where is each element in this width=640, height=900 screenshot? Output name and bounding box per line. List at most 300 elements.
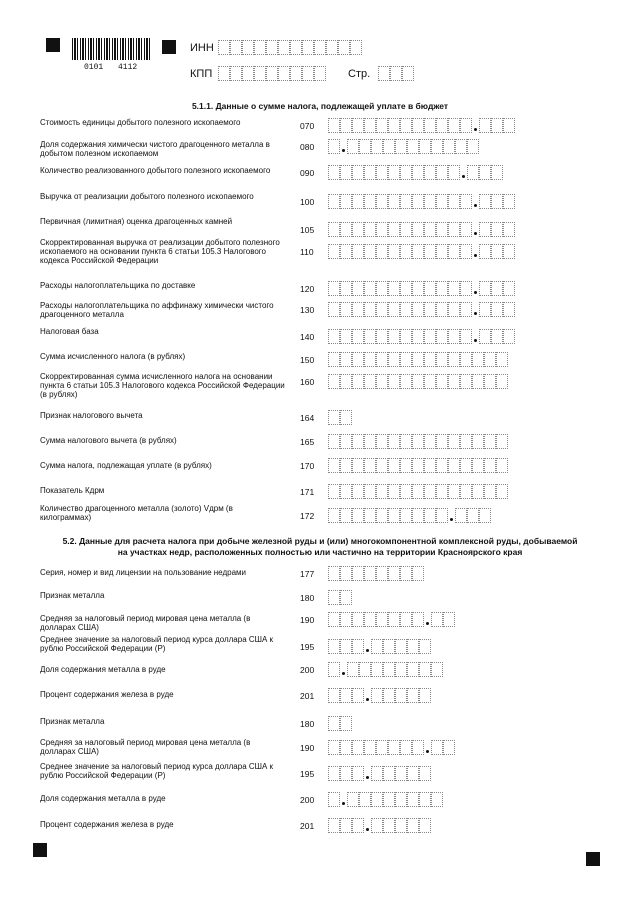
section-511-row-070-cell[interactable] (424, 118, 436, 133)
section-511-row-105-cell[interactable] (388, 222, 400, 237)
kpp-cell[interactable] (218, 66, 230, 81)
section-52-row-201-cell[interactable] (395, 688, 407, 703)
section-511-row-171-cell[interactable] (412, 484, 424, 499)
section-511-row-105-cell[interactable] (460, 222, 472, 237)
section-511-row-070-cell[interactable] (340, 118, 352, 133)
section-511-row-105-cell[interactable] (376, 222, 388, 237)
section-511-row-110-cell[interactable] (503, 244, 515, 259)
kpp-cell[interactable] (278, 66, 290, 81)
section-52-row-195-cell[interactable] (383, 639, 395, 654)
section-52-row-180-cell[interactable] (340, 716, 352, 731)
inn-cell[interactable] (254, 40, 266, 55)
section-511-row-130-cell[interactable] (436, 302, 448, 317)
section-511-row-100-cell[interactable] (376, 194, 388, 209)
section-511-row-105-cell[interactable] (436, 222, 448, 237)
section-511-row-171-cell[interactable] (496, 484, 508, 499)
section-52-row-201-cell[interactable] (419, 818, 431, 833)
section-511-row-090-cell[interactable] (328, 165, 340, 180)
section-52-row-190-cell[interactable] (400, 740, 412, 755)
section-52-row-190-cell[interactable] (376, 612, 388, 627)
section-511-row-140-cell[interactable] (388, 329, 400, 344)
section-511-row-170-cell[interactable] (376, 458, 388, 473)
section-511-row-140-cell[interactable] (448, 329, 460, 344)
section-511-row-150-cell[interactable] (424, 352, 436, 367)
section-52-row-201-cell[interactable] (340, 688, 352, 703)
section-511-row-110-cell[interactable] (376, 244, 388, 259)
kpp-cell[interactable] (290, 66, 302, 81)
inn-cell[interactable] (266, 40, 278, 55)
section-511-row-171-cell[interactable] (448, 484, 460, 499)
section-511-row-171-cell[interactable] (388, 484, 400, 499)
section-52-row-200-cell[interactable] (431, 662, 443, 677)
section-52-row-190-cell[interactable] (340, 740, 352, 755)
section-511-row-070-cell[interactable] (364, 118, 376, 133)
section-52-row-201-cell[interactable] (383, 818, 395, 833)
section-511-row-160-cell[interactable] (424, 374, 436, 389)
section-52-row-195-cell[interactable] (383, 766, 395, 781)
section-52-row-195-cell[interactable] (328, 639, 340, 654)
inn-cell[interactable] (242, 40, 254, 55)
section-511-row-100-cell[interactable] (460, 194, 472, 209)
section-511-row-120-cell[interactable] (448, 281, 460, 296)
section-511-row-105-cell[interactable] (340, 222, 352, 237)
section-511-row-140-cell[interactable] (352, 329, 364, 344)
section-511-row-170-cell[interactable] (364, 458, 376, 473)
section-52-row-201-cell[interactable] (383, 688, 395, 703)
section-511-row-165-cell[interactable] (352, 434, 364, 449)
section-511-row-150-cell[interactable] (412, 352, 424, 367)
section-511-row-110-cell[interactable] (491, 244, 503, 259)
section-511-row-170-cell[interactable] (484, 458, 496, 473)
section-52-row-195-cell[interactable] (395, 766, 407, 781)
section-511-row-172-cell[interactable] (479, 508, 491, 523)
section-511-row-130-cell[interactable] (503, 302, 515, 317)
section-511-row-070-cell[interactable] (491, 118, 503, 133)
inn-cell[interactable] (278, 40, 290, 55)
inn-cell[interactable] (350, 40, 362, 55)
section-52-row-177-cell[interactable] (388, 566, 400, 581)
section-511-row-150-cell[interactable] (496, 352, 508, 367)
section-52-row-195-cell[interactable] (328, 766, 340, 781)
section-511-row-165-cell[interactable] (496, 434, 508, 449)
section-511-row-100-cell[interactable] (364, 194, 376, 209)
section-511-row-130-cell[interactable] (364, 302, 376, 317)
section-511-row-070-cell[interactable] (388, 118, 400, 133)
section-511-row-100-cell[interactable] (491, 194, 503, 209)
section-52-row-195-cell[interactable] (407, 639, 419, 654)
section-511-row-105-cell[interactable] (503, 222, 515, 237)
section-511-row-160-cell[interactable] (436, 374, 448, 389)
section-511-row-171-cell[interactable] (364, 484, 376, 499)
section-511-row-170-cell[interactable] (472, 458, 484, 473)
section-511-row-120-cell[interactable] (376, 281, 388, 296)
section-511-row-110-cell[interactable] (352, 244, 364, 259)
section-52-row-201-cell[interactable] (407, 688, 419, 703)
section-511-row-080-cell[interactable] (443, 139, 455, 154)
section-52-row-195-cell[interactable] (419, 639, 431, 654)
section-52-row-190-cell[interactable] (352, 612, 364, 627)
section-52-row-177-cell[interactable] (376, 566, 388, 581)
inn-cell[interactable] (338, 40, 350, 55)
section-52-row-177-cell[interactable] (340, 566, 352, 581)
section-511-row-070-cell[interactable] (460, 118, 472, 133)
section-511-row-070-cell[interactable] (479, 118, 491, 133)
section-511-row-105-cell[interactable] (479, 222, 491, 237)
section-52-row-190-cell[interactable] (412, 740, 424, 755)
section-511-row-150-cell[interactable] (328, 352, 340, 367)
section-511-row-172-cell[interactable] (424, 508, 436, 523)
section-511-row-170-cell[interactable] (436, 458, 448, 473)
section-511-row-172-cell[interactable] (400, 508, 412, 523)
section-52-row-190-cell[interactable] (364, 612, 376, 627)
section-511-row-160-cell[interactable] (388, 374, 400, 389)
section-52-row-195-cell[interactable] (395, 639, 407, 654)
section-511-row-080-cell[interactable] (467, 139, 479, 154)
section-511-row-170-cell[interactable] (460, 458, 472, 473)
inn-cell[interactable] (326, 40, 338, 55)
section-511-row-172-cell[interactable] (376, 508, 388, 523)
section-511-row-070-cell[interactable] (412, 118, 424, 133)
section-511-row-080-cell[interactable] (359, 139, 371, 154)
section-511-row-140-cell[interactable] (412, 329, 424, 344)
section-511-row-080-cell[interactable] (395, 139, 407, 154)
kpp-cell[interactable] (254, 66, 266, 81)
page-number-cell[interactable] (378, 66, 390, 81)
section-511-row-110-cell[interactable] (479, 244, 491, 259)
section-511-row-090-cell[interactable] (340, 165, 352, 180)
section-52-row-201-cell[interactable] (328, 818, 340, 833)
section-511-row-140-cell[interactable] (364, 329, 376, 344)
kpp-cell[interactable] (302, 66, 314, 81)
inn-cell[interactable] (314, 40, 326, 55)
section-52-row-195-cell[interactable] (352, 766, 364, 781)
section-511-row-171-cell[interactable] (484, 484, 496, 499)
section-52-row-190-cell[interactable] (364, 740, 376, 755)
section-511-row-100-cell[interactable] (352, 194, 364, 209)
section-511-row-150-cell[interactable] (460, 352, 472, 367)
section-511-row-160-cell[interactable] (364, 374, 376, 389)
section-511-row-171-cell[interactable] (424, 484, 436, 499)
section-511-row-100-cell[interactable] (340, 194, 352, 209)
section-511-row-165-cell[interactable] (436, 434, 448, 449)
section-52-row-195-cell[interactable] (340, 639, 352, 654)
section-511-row-120-cell[interactable] (388, 281, 400, 296)
section-511-row-100-cell[interactable] (503, 194, 515, 209)
section-511-row-120-cell[interactable] (340, 281, 352, 296)
section-52-row-195-cell[interactable] (407, 766, 419, 781)
section-511-row-170-cell[interactable] (496, 458, 508, 473)
section-511-row-172-cell[interactable] (388, 508, 400, 523)
page-number-cell[interactable] (390, 66, 402, 81)
section-511-row-090-cell[interactable] (436, 165, 448, 180)
section-511-row-140-cell[interactable] (340, 329, 352, 344)
inn-cell[interactable] (290, 40, 302, 55)
section-511-row-170-cell[interactable] (448, 458, 460, 473)
section-52-row-200-cell[interactable] (371, 792, 383, 807)
section-511-row-100-cell[interactable] (412, 194, 424, 209)
section-511-row-160-cell[interactable] (496, 374, 508, 389)
section-511-row-150-cell[interactable] (436, 352, 448, 367)
section-52-row-177-cell[interactable] (400, 566, 412, 581)
section-511-row-120-cell[interactable] (352, 281, 364, 296)
section-52-row-200-cell[interactable] (383, 792, 395, 807)
section-511-row-171-cell[interactable] (460, 484, 472, 499)
section-511-row-150-cell[interactable] (364, 352, 376, 367)
section-511-row-120-cell[interactable] (424, 281, 436, 296)
section-511-row-110-cell[interactable] (436, 244, 448, 259)
section-511-row-170-cell[interactable] (412, 458, 424, 473)
section-511-row-172-cell[interactable] (412, 508, 424, 523)
section-511-row-080-cell[interactable] (455, 139, 467, 154)
section-511-row-172-cell[interactable] (436, 508, 448, 523)
inn-cell[interactable] (302, 40, 314, 55)
section-511-row-100-cell[interactable] (436, 194, 448, 209)
section-511-row-165-cell[interactable] (340, 434, 352, 449)
section-52-row-200-cell[interactable] (407, 792, 419, 807)
section-511-row-150-cell[interactable] (472, 352, 484, 367)
section-511-row-105-cell[interactable] (400, 222, 412, 237)
section-511-row-150-cell[interactable] (400, 352, 412, 367)
section-511-row-150-cell[interactable] (352, 352, 364, 367)
section-511-row-165-cell[interactable] (328, 434, 340, 449)
section-511-row-120-cell[interactable] (412, 281, 424, 296)
section-511-row-120-cell[interactable] (436, 281, 448, 296)
section-511-row-070-cell[interactable] (503, 118, 515, 133)
section-511-row-110-cell[interactable] (364, 244, 376, 259)
section-511-row-120-cell[interactable] (400, 281, 412, 296)
section-511-row-100-cell[interactable] (448, 194, 460, 209)
section-511-row-130-cell[interactable] (388, 302, 400, 317)
kpp-cell[interactable] (242, 66, 254, 81)
kpp-cell[interactable] (266, 66, 278, 81)
section-52-row-190-cell[interactable] (376, 740, 388, 755)
section-52-row-200-cell[interactable] (395, 662, 407, 677)
section-511-row-160-cell[interactable] (448, 374, 460, 389)
section-511-row-120-cell[interactable] (479, 281, 491, 296)
section-52-row-190-cell[interactable] (328, 612, 340, 627)
section-511-row-070-cell[interactable] (352, 118, 364, 133)
section-511-row-160-cell[interactable] (484, 374, 496, 389)
section-52-row-195-cell[interactable] (371, 766, 383, 781)
section-511-row-090-cell[interactable] (424, 165, 436, 180)
section-511-row-150-cell[interactable] (388, 352, 400, 367)
section-511-row-080-cell[interactable] (431, 139, 443, 154)
section-511-row-165-cell[interactable] (376, 434, 388, 449)
section-511-row-105-cell[interactable] (352, 222, 364, 237)
section-511-row-110-cell[interactable] (448, 244, 460, 259)
section-511-row-080-cell[interactable] (371, 139, 383, 154)
section-511-row-165-cell[interactable] (400, 434, 412, 449)
section-511-row-130-cell[interactable] (400, 302, 412, 317)
section-511-row-110-cell[interactable] (340, 244, 352, 259)
section-511-row-090-cell[interactable] (388, 165, 400, 180)
section-52-row-201-cell[interactable] (407, 818, 419, 833)
section-511-row-165-cell[interactable] (484, 434, 496, 449)
section-52-row-200-cell[interactable] (347, 792, 359, 807)
section-511-row-120-cell[interactable] (503, 281, 515, 296)
section-511-row-120-cell[interactable] (364, 281, 376, 296)
section-511-row-140-cell[interactable] (376, 329, 388, 344)
section-52-row-195-cell[interactable] (340, 766, 352, 781)
section-511-row-100-cell[interactable] (400, 194, 412, 209)
section-52-row-201-cell[interactable] (371, 818, 383, 833)
section-511-row-140-cell[interactable] (479, 329, 491, 344)
inn-cell[interactable] (218, 40, 230, 55)
section-511-row-105-cell[interactable] (424, 222, 436, 237)
section-511-row-140-cell[interactable] (328, 329, 340, 344)
section-511-row-100-cell[interactable] (424, 194, 436, 209)
section-511-row-150-cell[interactable] (340, 352, 352, 367)
section-511-row-160-cell[interactable] (340, 374, 352, 389)
section-511-row-120-cell[interactable] (491, 281, 503, 296)
section-52-row-200-cell[interactable] (359, 662, 371, 677)
section-52-row-190-cell[interactable] (443, 740, 455, 755)
section-511-row-070-cell[interactable] (400, 118, 412, 133)
section-511-row-172-cell[interactable] (340, 508, 352, 523)
section-511-row-130-cell[interactable] (328, 302, 340, 317)
section-52-row-190-cell[interactable] (388, 740, 400, 755)
section-511-row-171-cell[interactable] (352, 484, 364, 499)
section-511-row-130-cell[interactable] (491, 302, 503, 317)
section-511-row-140-cell[interactable] (491, 329, 503, 344)
section-511-row-170-cell[interactable] (340, 458, 352, 473)
section-511-row-130-cell[interactable] (340, 302, 352, 317)
section-52-row-200-cell[interactable] (371, 662, 383, 677)
section-511-row-090-cell[interactable] (479, 165, 491, 180)
section-511-row-170-cell[interactable] (400, 458, 412, 473)
section-511-row-090-cell[interactable] (448, 165, 460, 180)
section-52-row-190-cell[interactable] (443, 612, 455, 627)
section-52-row-177-cell[interactable] (352, 566, 364, 581)
section-511-row-110-cell[interactable] (328, 244, 340, 259)
section-511-row-171-cell[interactable] (340, 484, 352, 499)
section-511-row-090-cell[interactable] (412, 165, 424, 180)
section-52-row-200-cell[interactable] (328, 792, 340, 807)
section-511-row-100-cell[interactable] (388, 194, 400, 209)
section-511-row-090-cell[interactable] (467, 165, 479, 180)
section-511-row-110-cell[interactable] (388, 244, 400, 259)
section-511-row-130-cell[interactable] (352, 302, 364, 317)
section-511-row-090-cell[interactable] (352, 165, 364, 180)
section-511-row-172-cell[interactable] (328, 508, 340, 523)
section-511-row-105-cell[interactable] (448, 222, 460, 237)
section-511-row-150-cell[interactable] (448, 352, 460, 367)
section-52-row-190-cell[interactable] (431, 740, 443, 755)
section-511-row-110-cell[interactable] (412, 244, 424, 259)
section-511-row-170-cell[interactable] (424, 458, 436, 473)
section-511-row-164-cell[interactable] (328, 410, 340, 425)
section-52-row-200-cell[interactable] (347, 662, 359, 677)
section-52-row-201-cell[interactable] (328, 688, 340, 703)
section-511-row-080-cell[interactable] (407, 139, 419, 154)
section-52-row-180-cell[interactable] (328, 716, 340, 731)
kpp-cell[interactable] (314, 66, 326, 81)
section-52-row-201-cell[interactable] (352, 818, 364, 833)
section-52-row-190-cell[interactable] (352, 740, 364, 755)
page-number-cell[interactable] (402, 66, 414, 81)
section-52-row-190-cell[interactable] (400, 612, 412, 627)
section-511-row-110-cell[interactable] (424, 244, 436, 259)
section-511-row-164-cell[interactable] (340, 410, 352, 425)
section-511-row-171-cell[interactable] (400, 484, 412, 499)
section-511-row-105-cell[interactable] (364, 222, 376, 237)
section-52-row-201-cell[interactable] (419, 688, 431, 703)
section-511-row-130-cell[interactable] (448, 302, 460, 317)
section-511-row-080-cell[interactable] (347, 139, 359, 154)
section-52-row-200-cell[interactable] (419, 662, 431, 677)
section-52-row-201-cell[interactable] (395, 818, 407, 833)
section-52-row-177-cell[interactable] (412, 566, 424, 581)
section-511-row-090-cell[interactable] (400, 165, 412, 180)
section-511-row-171-cell[interactable] (376, 484, 388, 499)
section-511-row-100-cell[interactable] (328, 194, 340, 209)
section-511-row-165-cell[interactable] (472, 434, 484, 449)
section-511-row-110-cell[interactable] (400, 244, 412, 259)
section-511-row-171-cell[interactable] (472, 484, 484, 499)
section-511-row-105-cell[interactable] (328, 222, 340, 237)
section-511-row-070-cell[interactable] (448, 118, 460, 133)
section-511-row-080-cell[interactable] (419, 139, 431, 154)
section-52-row-200-cell[interactable] (419, 792, 431, 807)
section-52-row-200-cell[interactable] (395, 792, 407, 807)
section-511-row-090-cell[interactable] (364, 165, 376, 180)
section-511-row-172-cell[interactable] (364, 508, 376, 523)
section-511-row-170-cell[interactable] (352, 458, 364, 473)
section-511-row-160-cell[interactable] (460, 374, 472, 389)
section-52-row-190-cell[interactable] (340, 612, 352, 627)
section-511-row-140-cell[interactable] (424, 329, 436, 344)
section-511-row-165-cell[interactable] (448, 434, 460, 449)
section-511-row-160-cell[interactable] (352, 374, 364, 389)
section-511-row-090-cell[interactable] (491, 165, 503, 180)
section-511-row-171-cell[interactable] (436, 484, 448, 499)
section-511-row-172-cell[interactable] (455, 508, 467, 523)
section-511-row-105-cell[interactable] (491, 222, 503, 237)
section-511-row-140-cell[interactable] (460, 329, 472, 344)
section-511-row-130-cell[interactable] (479, 302, 491, 317)
section-52-row-201-cell[interactable] (340, 818, 352, 833)
section-52-row-190-cell[interactable] (412, 612, 424, 627)
section-511-row-110-cell[interactable] (460, 244, 472, 259)
section-511-row-130-cell[interactable] (424, 302, 436, 317)
section-511-row-130-cell[interactable] (460, 302, 472, 317)
section-52-row-200-cell[interactable] (383, 662, 395, 677)
section-511-row-090-cell[interactable] (376, 165, 388, 180)
section-511-row-172-cell[interactable] (352, 508, 364, 523)
section-511-row-140-cell[interactable] (503, 329, 515, 344)
section-52-row-201-cell[interactable] (371, 688, 383, 703)
section-511-row-160-cell[interactable] (376, 374, 388, 389)
section-52-row-195-cell[interactable] (371, 639, 383, 654)
section-511-row-165-cell[interactable] (424, 434, 436, 449)
section-511-row-130-cell[interactable] (412, 302, 424, 317)
section-52-row-201-cell[interactable] (352, 688, 364, 703)
section-511-row-070-cell[interactable] (376, 118, 388, 133)
section-511-row-160-cell[interactable] (412, 374, 424, 389)
section-52-row-177-cell[interactable] (328, 566, 340, 581)
section-52-row-200-cell[interactable] (407, 662, 419, 677)
section-52-row-190-cell[interactable] (388, 612, 400, 627)
section-52-row-200-cell[interactable] (431, 792, 443, 807)
section-511-row-150-cell[interactable] (376, 352, 388, 367)
kpp-cell[interactable] (230, 66, 242, 81)
section-52-row-195-cell[interactable] (352, 639, 364, 654)
section-511-row-105-cell[interactable] (412, 222, 424, 237)
section-511-row-100-cell[interactable] (479, 194, 491, 209)
section-511-row-165-cell[interactable] (364, 434, 376, 449)
section-511-row-170-cell[interactable] (328, 458, 340, 473)
section-511-row-080-cell[interactable] (383, 139, 395, 154)
